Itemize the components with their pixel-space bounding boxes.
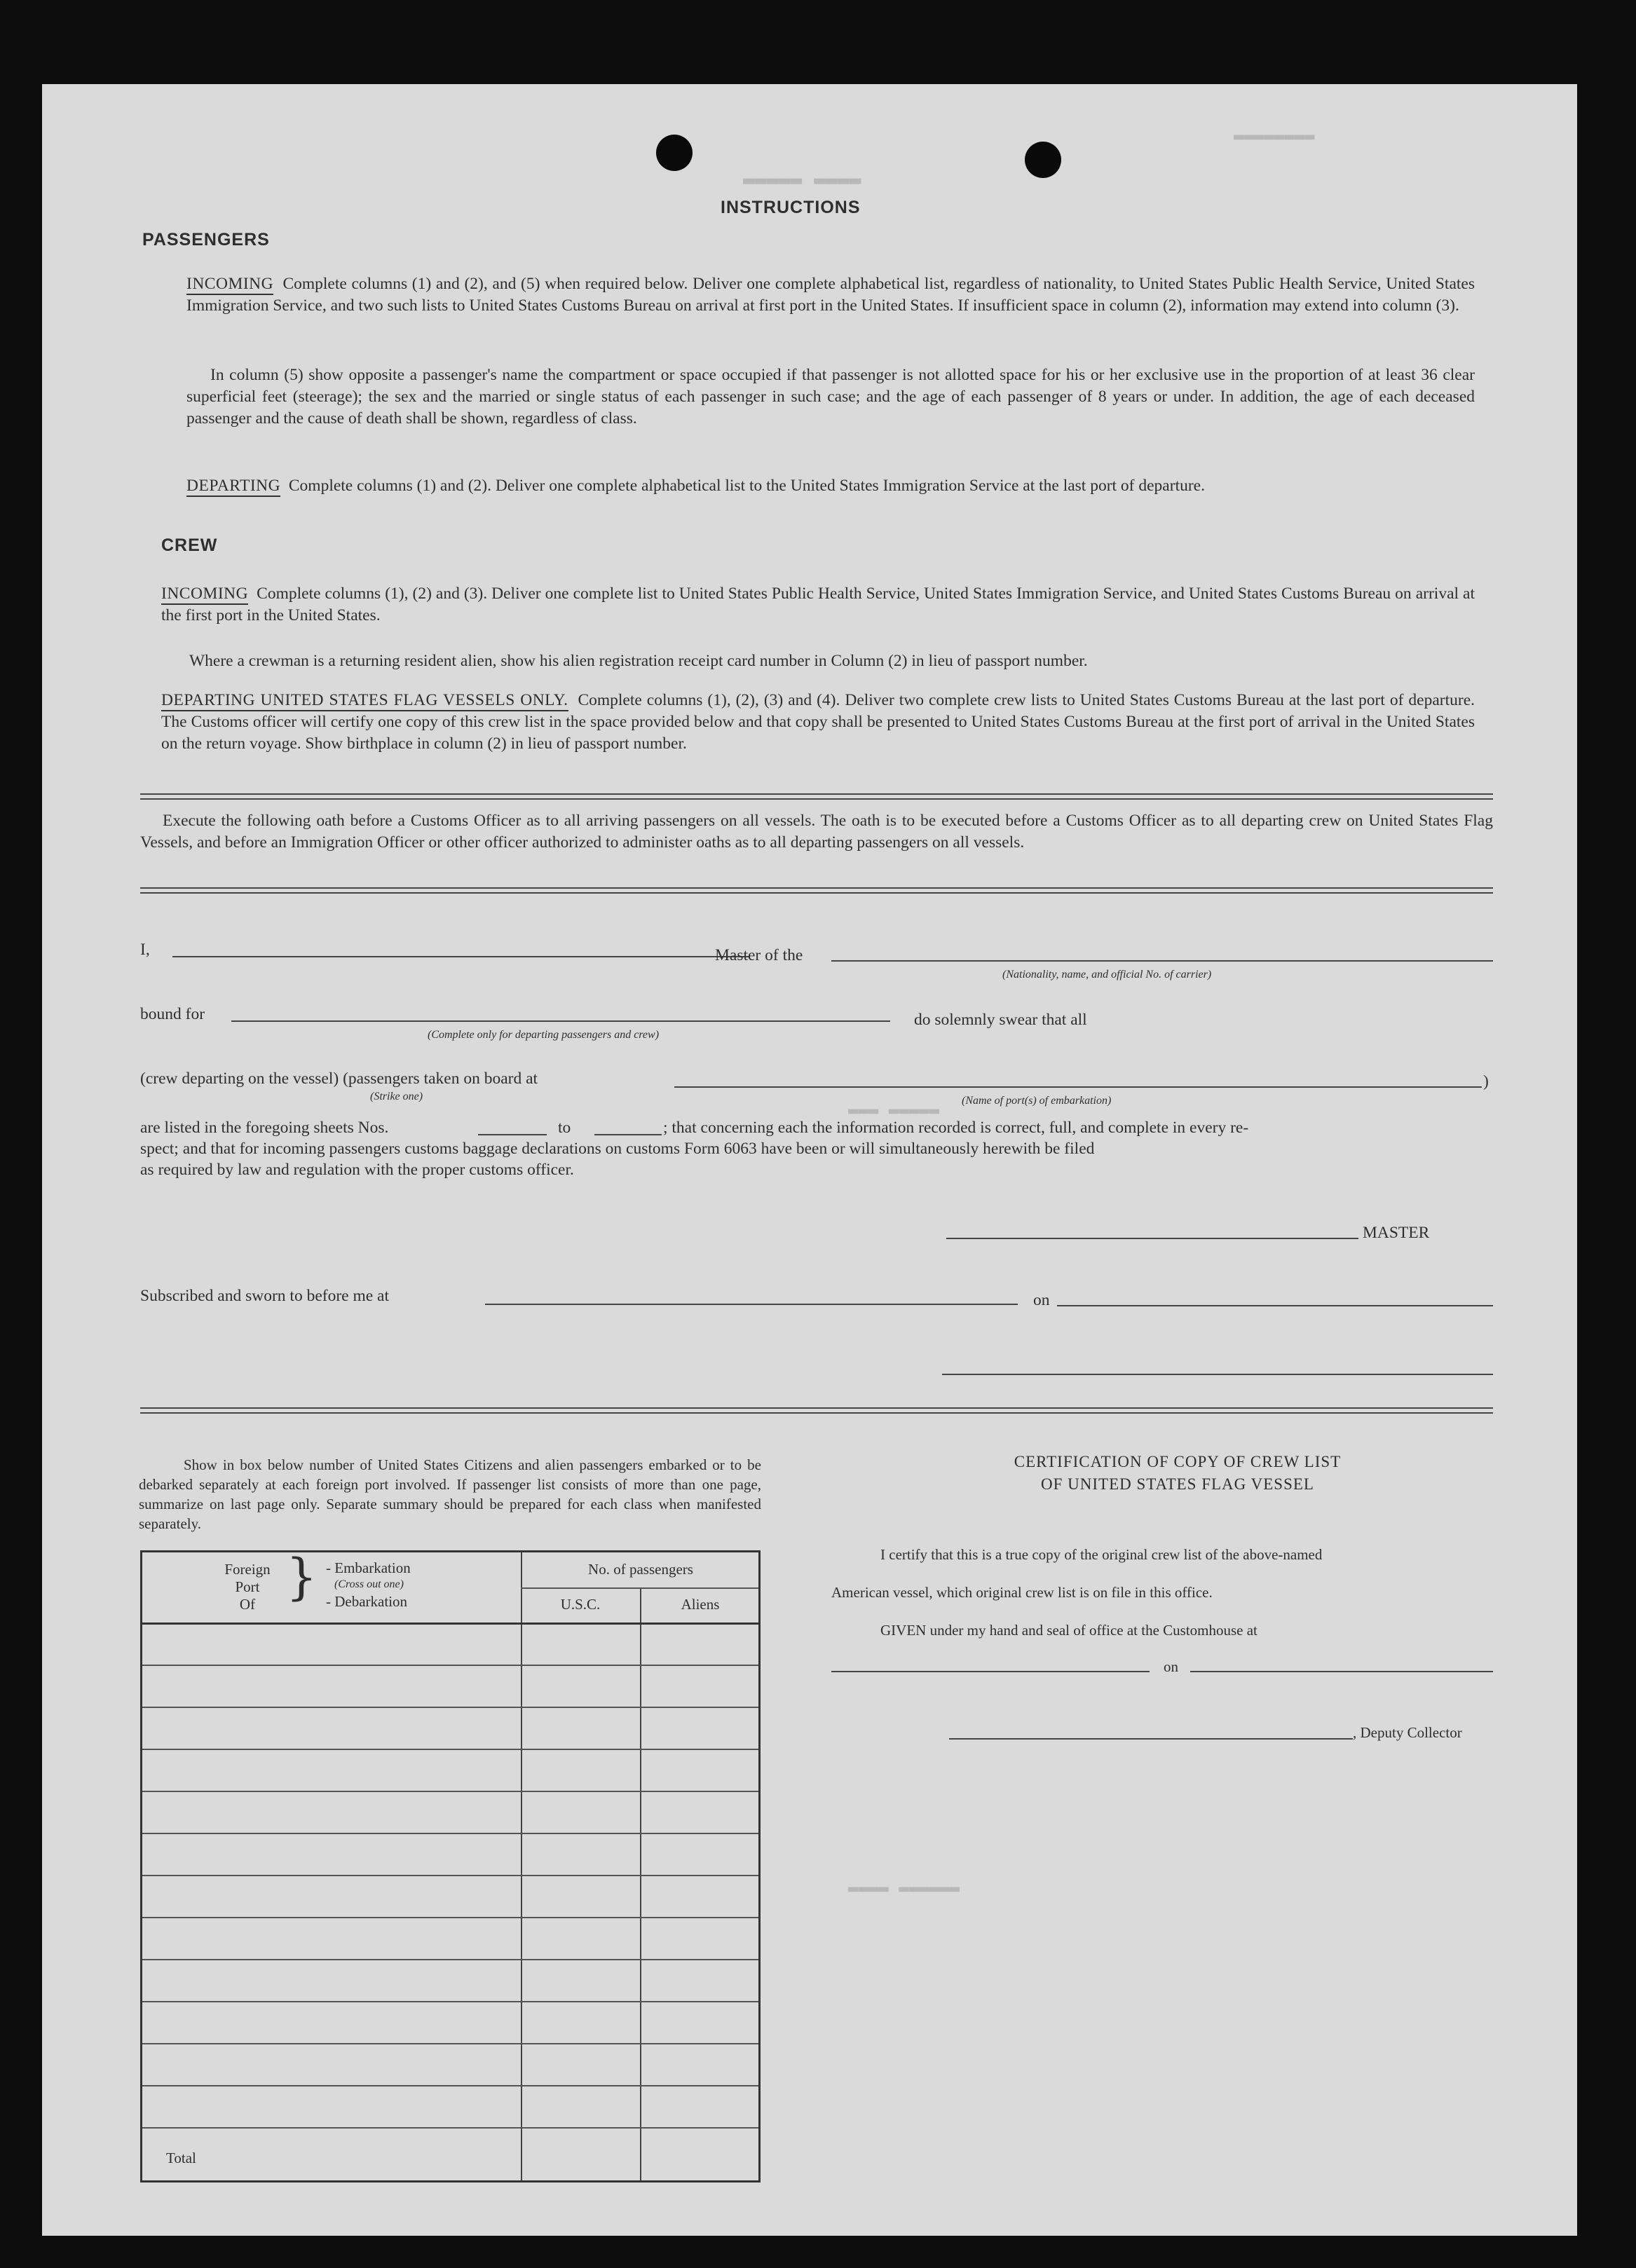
aliens-header: Aliens (681, 1596, 720, 1613)
certification-title-line1: CERTIFICATION OF COPY OF CREW LIST (1014, 1453, 1342, 1470)
cert-on-label: on (1164, 1658, 1178, 1675)
port-label: Port (235, 1578, 260, 1595)
given-text: GIVEN under my hand and seal of office at the Customhouse at (880, 1622, 1257, 1639)
certify-text-line2: American vessel, which original crew list is on file in this office. (831, 1584, 1213, 1601)
foreign-label: Foreign (224, 1561, 271, 1578)
crew-departing-text: Complete columns (1), (2), (3) and (4). Deliver two complete crew lists to United States Customs Bureau at the last port of departure. The Customs officer will certify one copy of this crew list in the space provided below and that copy shall be presented to United States Customs Bureau at the first port of arrival in the United States on the return voyage. Show birthplace in column (2) in lieu of passport number. (161, 691, 1475, 753)
table-row (142, 1833, 758, 1834)
carrier-field[interactable] (831, 960, 1493, 962)
table-row (142, 2001, 758, 2002)
table-column-divider (640, 1587, 641, 2180)
crew-departing-paragraph (161, 690, 1475, 755)
embark-debark-labels (326, 1559, 411, 1610)
table-row (142, 1791, 758, 1792)
no-of-passengers-header: No. of passengers (588, 1561, 693, 1578)
crew-incoming-paragraph (161, 583, 1475, 627)
passenger-summary-table (140, 1550, 761, 2182)
sheets-label: are listed in the foregoing sheets Nos. (140, 1119, 389, 1137)
certification-title (911, 1451, 1444, 1496)
punch-hole (656, 135, 693, 171)
officer-signature-field[interactable] (942, 1374, 1493, 1375)
crew-incoming-label: INCOMING (161, 585, 248, 605)
table-row (142, 1707, 758, 1708)
embarkation-port-field[interactable] (674, 1086, 1482, 1088)
master-signature-field[interactable] (946, 1238, 1358, 1239)
divider-double (140, 887, 1493, 894)
brace: } (286, 1548, 318, 1606)
sheet-from-field[interactable] (478, 1134, 547, 1135)
master-name-field[interactable] (172, 956, 750, 957)
bleed-through-mark: ▬▬▬▬▬▬▬▬ (1234, 126, 1315, 146)
crew-heading: CREW (161, 535, 218, 555)
deputy-collector-signature-field[interactable] (949, 1738, 1353, 1740)
close-paren: ) (1483, 1072, 1489, 1091)
name-of-ports-caption: (Name of port(s) of embarkation) (962, 1095, 1112, 1107)
master-label: MASTER (1363, 1224, 1430, 1242)
instructions-title: INSTRUCTIONS (721, 198, 861, 217)
of-label: Of (239, 1596, 256, 1613)
summary-intro-text: Show in box below number of United States Citizens and alien passengers embarked or to be debarked separately at each foreign port involved. If passenger list consists of more than one page, summarize on last page only. Separate summary should be prepared for each class when manifested separately. (139, 1456, 761, 1532)
to-label: to (558, 1119, 571, 1137)
bleed-through-mark: ▬▬▬▬▬ ▬▬▬▬ (743, 168, 861, 191)
crew-returning-resident-text: Where a crewman is a returning resident alien, show his alien registration receipt card number in Column (2) in lieu of passport number. (189, 652, 1088, 670)
table-row (142, 2127, 758, 2129)
certification-title-line2: OF UNITED STATES FLAG VESSEL (1041, 1475, 1314, 1493)
total-label: Total (166, 2150, 196, 2166)
foreign-port-of-label (216, 1561, 279, 1613)
strike-one-caption: (Strike one) (370, 1091, 423, 1102)
table-row (142, 1959, 758, 1960)
do-solemnly-label: do solemnly swear that all (914, 1011, 1087, 1029)
passengers-column5-paragraph: In column (5) show opposite a passenger's name the compartment or space occupied if that passenger is not allotted space for his or her exclusive use in the proportion of at least 36 clear superficial feet (steerage); the sex and the married or single status of each passenger in such case; and the age of each passenger of 8 years or under. In addition, the age of each deceased passenger and the cause of death shall be shown, regardless of class. (186, 366, 1475, 428)
customhouse-field[interactable] (831, 1671, 1150, 1672)
passengers-incoming-text: Complete columns (1) and (2), and (5) when required below. Deliver one complete alphabetical list, regardless of nationality, to United States Public Health Service, United States Immigration Service, and two such lists to United States Customs Bureau on arrival at first port in the United States. If insufficient space in column (2), information may extend into column (3). (186, 275, 1475, 315)
bleed-through-mark: ▬▬▬▬ ▬▬▬▬▬▬ (848, 1878, 960, 1898)
passengers-departing-paragraph (186, 475, 1475, 497)
form-page (42, 84, 1577, 2236)
table-header-bottom (142, 1623, 758, 1625)
table-row (142, 1917, 758, 1918)
bleed-through-mark: ▬▬▬ ▬▬▬▬▬ (848, 1100, 940, 1120)
passengers-incoming-label: INCOMING (186, 275, 273, 295)
table-row (142, 1749, 758, 1750)
complete-only-caption: (Complete only for departing passengers and crew) (428, 1029, 660, 1041)
table-header-divider (521, 1587, 758, 1589)
passengers-incoming-paragraph (186, 273, 1475, 317)
oath-text-line3: as required by law and regulation with the proper customs officer. (140, 1161, 574, 1179)
debarkation-label: - Debarkation (326, 1593, 408, 1610)
usc-header: U.S.C. (560, 1596, 601, 1613)
subscribed-label: Subscribed and sworn to before me at (140, 1287, 390, 1305)
sworn-date-field[interactable] (1057, 1305, 1493, 1306)
crew-departing-label: (crew departing on the vessel) (passengers taken on board at (140, 1070, 538, 1088)
nationality-caption: (Nationality, name, and official No. of carrier) (1002, 969, 1212, 981)
passengers-heading: PASSENGERS (142, 230, 270, 250)
oath-text-line1: ; that concerning each the information recorded is correct, full, and complete in every re- (663, 1119, 1249, 1137)
table-row (142, 2043, 758, 2044)
crew-incoming-text: Complete columns (1), (2) and (3). Deliver one complete list to United States Public Health Service, United States Immigration Service, and United States Customs Bureau on arrival at the first port in the United States. (161, 585, 1475, 624)
passengers-departing-label: DEPARTING (186, 477, 280, 497)
sheet-to-field[interactable] (594, 1134, 662, 1135)
oath-i-label: I, (140, 941, 150, 959)
table-row (142, 2085, 758, 2086)
bound-for-label: bound for (140, 1005, 205, 1023)
passengers-departing-text: Complete columns (1) and (2). Deliver one complete alphabetical list to the United States Immigration Service at the last port of departure. (288, 477, 1205, 495)
deputy-collector-label: , Deputy Collector (1353, 1724, 1462, 1741)
master-of-the-label: Master of the (715, 946, 803, 964)
certify-text-line1: I certify that this is a true copy of the original crew list of the above-named (880, 1546, 1323, 1563)
oath-text-line2: spect; and that for incoming passengers customs baggage declarations on customs Form 6063 have been or will simultaneously herewith be filed (140, 1140, 1095, 1158)
table-row (142, 1665, 758, 1666)
divider-double (140, 793, 1493, 800)
oath-intro-text: Execute the following oath before a Customs Officer as to all arriving passengers on all vessels. The oath is to be executed before a Customs Officer as to all departing crew on United States Flag Vessels, and before an Immigration Officer or other officer authorized to administer oaths as to all departing passengers on all vessels. (140, 812, 1493, 852)
cross-out-caption: (Cross out one) (334, 1578, 404, 1590)
punch-hole (1025, 142, 1061, 178)
crew-departing-label: DEPARTING UNITED STATES FLAG VESSELS ONLY. (161, 691, 568, 711)
divider-double (140, 1407, 1493, 1414)
cert-date-field[interactable] (1190, 1671, 1493, 1672)
sworn-location-field[interactable] (485, 1304, 1018, 1305)
bound-for-field[interactable] (231, 1020, 890, 1022)
sworn-on-label: on (1033, 1291, 1050, 1309)
embarkation-label: - Embarkation (326, 1559, 411, 1576)
table-row (142, 1875, 758, 1876)
